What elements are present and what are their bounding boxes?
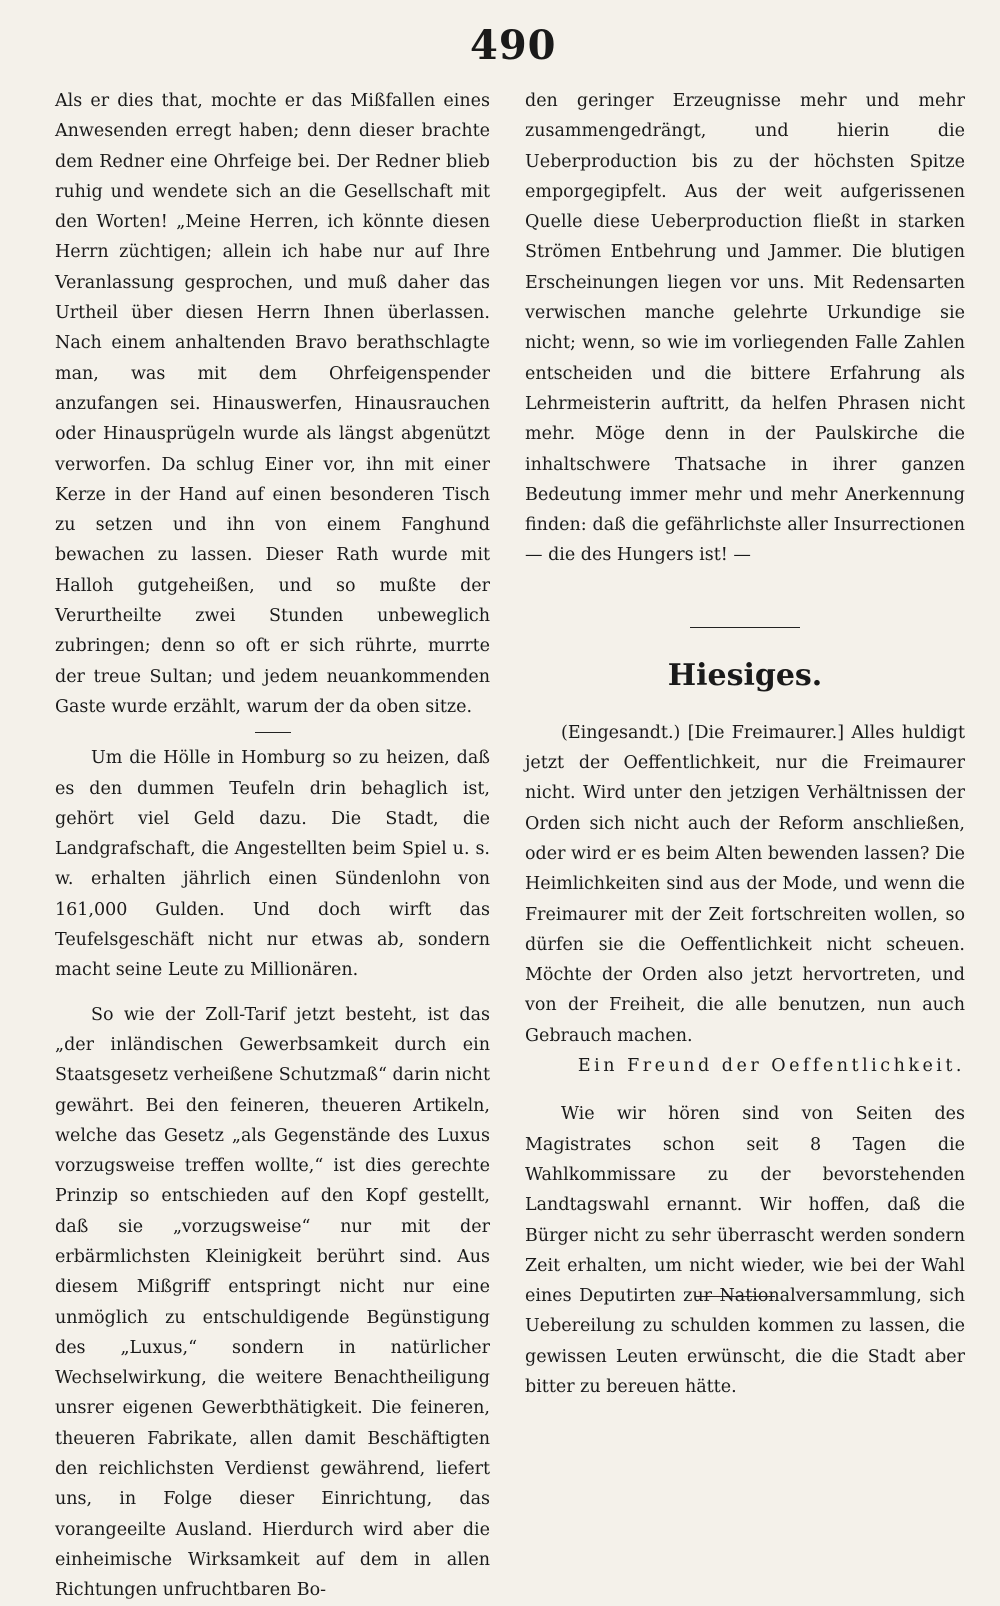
paragraph-zoll-tarif: So wie der Zoll-Tarif jetzt besteht, ist das „der inländischen Gewerbsamkeit durch ein Staatsgesetz verheißene Schutzmaß“ darin nicht gewährt. Bei den feineren, theueren Artikeln, welche das Gesetz „als Gegenstände des Luxus vorzugsweise treffen wollte,“ ist dies gerechte Prinzip so entschieden auf den Kopf gestellt, daß sie „vorzugsweise“ nur mit der erbärmlichsten Kleinigkeit berührt sind. Aus diesem Mißgriff entspringt nicht nur eine unmöglich zu entschuldigende Begünstigung des „Luxus,“ sondern in natürlicher Wechselwirkung, die weitere Benachtheiligung unsrer eigenen Gewerbthätigkeit. Die feineren, theueren Fabrikate, allen damit Beschäftigten den reichlichsten Verdienst gewährend, liefert uns, in Folge dieser Einrichtung, das vorangeeilte Ausland. Hierdurch wird aber die einheimische Wirksamkeit auf dem in allen Richtungen unfruchtbaren Bo- <box>55 1004 490 1601</box>
signature: Ein Freund der Oeffentlichkeit. <box>577 1056 965 1077</box>
separator-rule <box>255 732 291 733</box>
paragraph-continuation: den geringer Erzeugnisse mehr und mehr zusammengedrängt, und hierin die Ueberproduction bis zu der höchsten Spitze emporgegipfelt. Aus der weit aufgerissenen Quelle diese Ueberproduction fließt in starken Strömen Entbehrung und Jammer. Die blutigen Erscheinungen liegen vor uns. Mit Redensarten verwischen manche gelehrte Urkundige sie nicht; wenn, so wie im vorliegenden Falle Zahlen entscheiden und die bittere Erfahrung als Lehrmeisterin auftritt, da helfen Phrasen nicht mehr. Möge denn in der Paulskirche die inhaltschwere Thatsache in ihrer ganzen Bedeutung immer mehr und mehr Anerkennung finden: daß die gefährlichste aller Insurrectionen — die des Hungers ist! — <box>525 91 965 566</box>
section-separator-rule <box>690 627 800 628</box>
paragraph-freimaurer: (Eingesandt.) [Die Freimaurer.] Alles huldigt jetzt der Oeffentlichkeit, nur die Freimaurer nicht. Wird unter den jetzigen Verhältnissen der Orden sich nicht auch der Reform anschließen, oder wird er es beim Alten bewenden lassen? Die Heimlichkeiten sind aus der Mode, und wenn die Freimaurer mit der Zeit fortschreiten wollen, so dürfen sie die Oeffentlichkeit nicht scheuen. Möchte der Orden also jetzt hervortreten, und von der Freiheit, die alle benutzen, nun auch Gebrauch machen. <box>525 722 965 1046</box>
paragraph-homburg: Um die Hölle in Homburg so zu heizen, daß es den dummen Teufeln drin behaglich ist, gehört viel Geld dazu. Die Stadt, die Landgrafschaft, die Angestellten beim Spiel u. s. w. erhalten jährlich einen Sündenlohn von 161,000 Gulden. Und doch wirft das Teufelsgeschäft nicht nur etwas ab, sondern macht seine Leute zu Millionären. <box>55 748 490 981</box>
paragraph-wahlkommissare: Wie wir hören sind von Seiten des Magistrates schon seit 8 Tagen die Wahlkommissare zu der bevorstehenden Landtagswahl ernannt. Wir hoffen, daß die Bürger nicht zu sehr überrascht werden sondern Zeit erhalten, um nicht wieder, wie bei der Wahl eines Deputirten zur Nationalversammlung, sich Uebereilung zu schulden kommen zu lassen, die gewissen Leuten erwünscht, die die Stadt aber bitter zu bereuen hätte. <box>525 1104 965 1397</box>
paragraph-ohrfeige: Als er dies that, mochte er das Mißfallen eines Anwesenden erregt haben; denn dieser brachte dem Redner eine Ohrfeige bei. Der Redner blieb ruhig und wendete sich an die Gesellschaft mit den Worten! „Meine Herren, ich könnte diesen Herrn züchtigen; allein ich habe nur auf Ihre Veranlassung gesprochen, und muß daher das Urtheil über diesen Herrn Ihnen überlassen. Nach einem anhaltenden Bravo berathschlagte man, was mit dem Ohrfeigenspender anzufangen sei. Hinauswerfen, Hinausrauchen oder Hinausprügeln wurde als längst abgenützt verworfen. Da schlug Einer vor, ihn mit einer Kerze in der Hand auf einen besonderen Tisch zu setzen und ihn von einem Fanghund bewachen zu lassen. Dieser Rath wurde mit Halloh gutgeheißen, und so mußte der Verurtheilte zwei Stunden unbeweglich zubringen; denn so oft er sich rührte, murrte der treue Sultan; und jedem neuankommenden Gaste wurde erzählt, warum der da oben sitze. <box>55 91 490 717</box>
left-column <box>55 86 490 1606</box>
page-number: 490 <box>470 22 557 69</box>
right-column <box>525 86 965 1402</box>
section-heading: Hiesiges. <box>667 657 823 693</box>
bottom-rule <box>695 1296 775 1297</box>
